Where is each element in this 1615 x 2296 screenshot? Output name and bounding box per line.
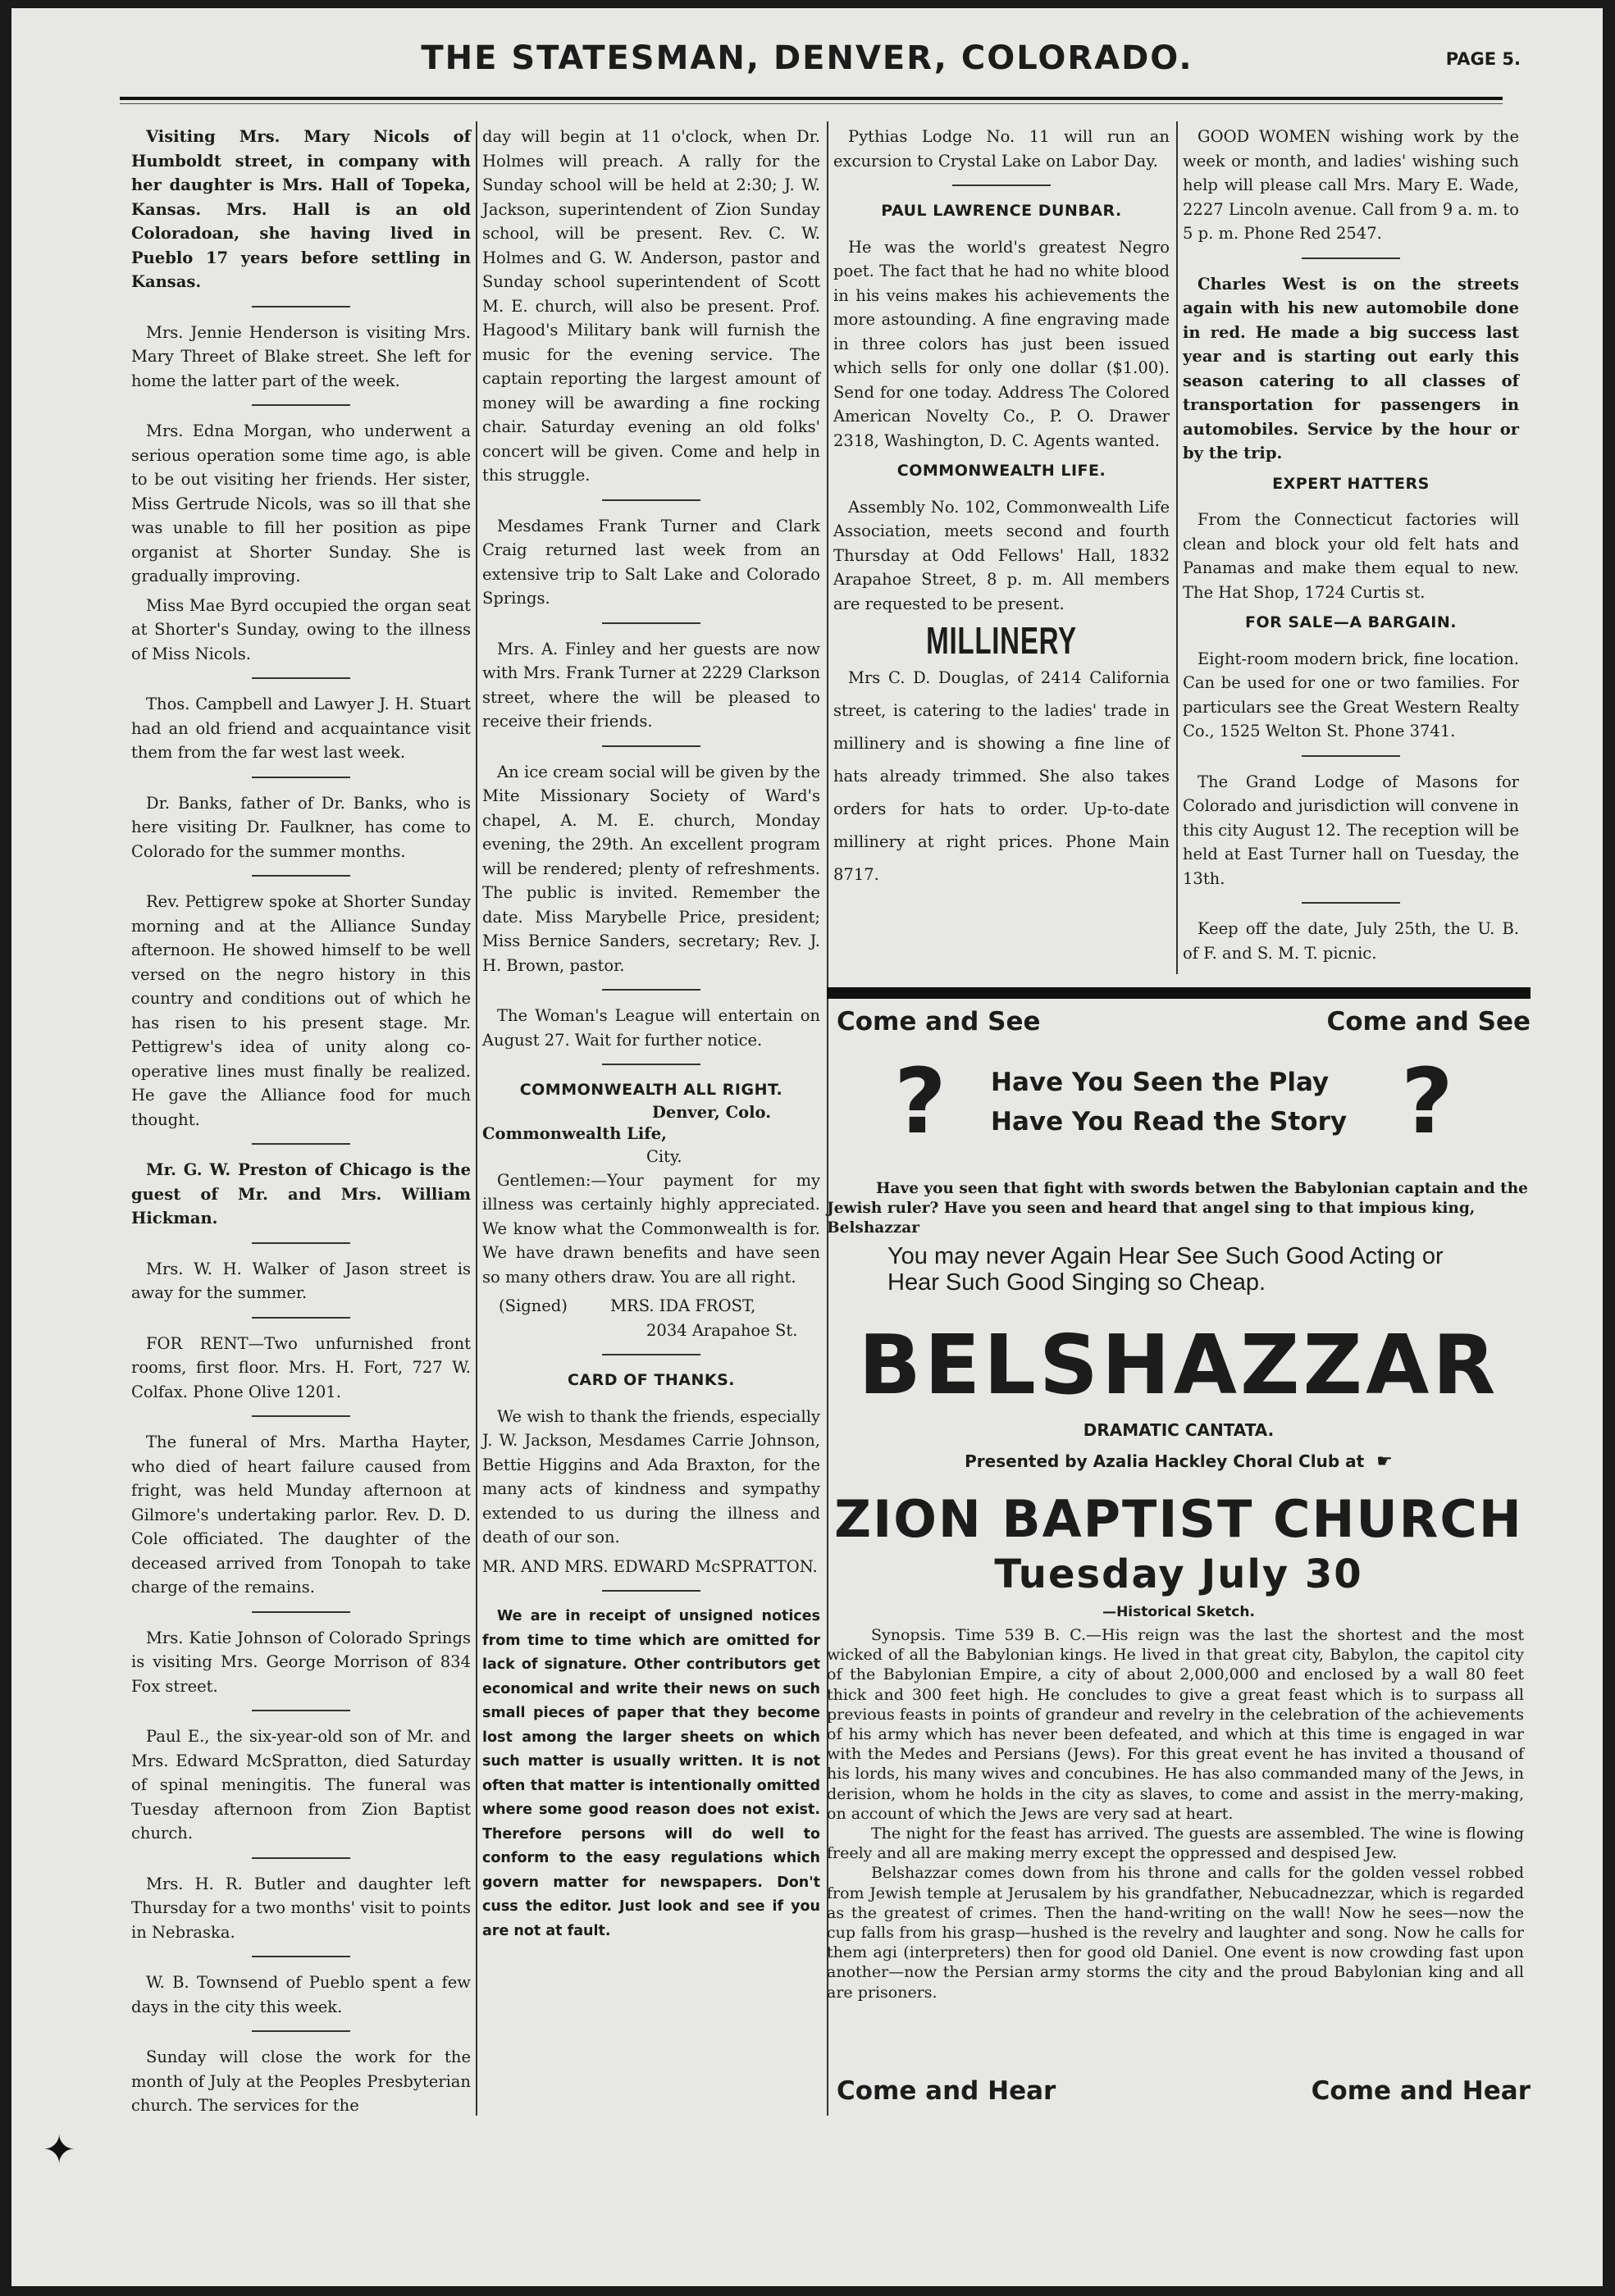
ad-subtitle: DRAMATIC CANTATA.	[1083, 1420, 1275, 1440]
news-item: Mrs. H. R. Butler and daughter left Thursday for a two months' visit to points in Nebraska.	[131, 1874, 471, 1942]
column-2	[482, 125, 820, 1948]
letter-address-city: City.	[646, 1146, 682, 1166]
ad-title: BELSHAZZAR	[858, 1317, 1499, 1413]
editor-notice: We are in receipt of unsigned notices from time to time which are omitted for lack of signature. Other contributors get economical and write their news on such small pieces of paper that they become lost among the larger sheets on which such matter is usually written. It is not often that matter is intentionally omitted where some good reason does not exist. Therefore persons will do well to conform to the easy regulations which govern matter for newspapers. Don't cuss the editor. Just look and see if you are not at fault.	[482, 1608, 820, 1939]
section-heading: FOR SALE—A BARGAIN.	[1245, 613, 1457, 631]
item-separator	[602, 1064, 700, 1065]
ad-presented-by	[827, 1451, 1531, 1472]
news-item: Assembly No. 102, Commonwealth Life Association, meets second and fourth Thursday at Odd Fellows' Hall, 1832 Arapahoe Street, 8 p. m. All members are requested to be present.	[833, 497, 1170, 613]
masthead	[11, 39, 1603, 87]
page-number: PAGE 5.	[1445, 49, 1521, 69]
masthead-rule-thin	[120, 103, 1503, 104]
news-item: Mrs. W. H. Walker of Jason street is away for the summer.	[131, 1259, 471, 1302]
letter-body: Gentlemen:—Your payment for my illness was certainly highly appreciated. We know what the Commonwealth is for. We have drawn benefits and have seen so many others draw. You are all right.	[482, 1170, 820, 1287]
item-separator	[1302, 755, 1400, 757]
item-separator	[252, 677, 350, 679]
item-separator	[252, 875, 350, 877]
letter-place: Denver, Colo.	[651, 1102, 771, 1122]
column-4	[1183, 125, 1519, 970]
newspaper-title: THE STATESMAN, DENVER, COLORADO.	[421, 39, 1193, 77]
item-separator	[252, 404, 350, 406]
letter-address: Commonwealth Life,	[482, 1123, 667, 1143]
item-separator	[252, 1710, 350, 1711]
news-item: Mrs C. D. Douglas, of 2414 California street, is catering to the ladies' trade in millinery and is showing a fine line of hats already trimmed. She also takes orders for hats to order. Up-to-date millinery at right prices. Phone Main 8717.	[833, 667, 1170, 884]
news-item: Mrs. Katie Johnson of Colorado Springs is visiting Mrs. George Morrison of 834 Fox street.	[131, 1628, 471, 1696]
news-item: Pythias Lodge No. 11 will run an excursion to Crystal Lake on Labor Day.	[833, 127, 1170, 171]
item-separator	[602, 745, 700, 747]
news-item: Mrs. Jennie Henderson is visiting Mrs. Mary Threet of Blake street. She left for home the latter part of the week.	[131, 322, 471, 390]
news-item: Miss Mae Byrd occupied the organ seat at Shorter's Sunday, owing to the illness of Miss Nicols.	[131, 595, 471, 663]
come-and-hear-left: Come and Hear	[837, 2076, 1056, 2106]
signer-address: 2034 Arapahoe St.	[646, 1320, 798, 1340]
news-item: Mrs. Edna Morgan, who underwent a serious operation some time ago, is able to be out visiting her friends. Her sister, Miss Gertrude Nicols, was so ill that she was unable to fill her position as pipe organist at Shorter Sunday. She is gradually improving.	[131, 421, 471, 585]
news-item: From the Connecticut factories will clean and block your old felt hats and Panamas and make them equal to new. The Hat Shop, 1724 Curtis st.	[1183, 510, 1519, 602]
news-item: GOOD WOMEN wishing work by the week or month, and ladies' wishing such help will please call Mrs. Mary E. Wade, 2227 Lincoln avenue. Call from 9 a. m. to 5 p. m. Phone Red 2547.	[1183, 127, 1519, 243]
news-item: Thos. Campbell and Lawyer J. H. Stuart had an old friend and acquaintance visit them from the far west last week.	[131, 695, 471, 762]
news-item: Sunday will close the work for the month of July at the Peoples Presbyterian church. The services for the	[131, 2048, 471, 2115]
news-item: Visiting Mrs. Mary Nicols of Humboldt street, in company with her daughter is Mrs. Hall of Topeka, Kansas. Mrs. Hall is an old Coloradoan, she having lived in Pueblo 17 years before settling in Kansas.	[131, 127, 471, 291]
news-item: The Grand Lodge of Masons for Colorado and jurisdiction will convene in this city August 12. The reception will be held at East Turner hall on Tuesday, the 13th.	[1183, 772, 1519, 888]
question-mark-icon: ?	[1401, 1049, 1453, 1154]
item-separator	[252, 1143, 350, 1145]
ad-synopsis	[827, 1625, 1524, 2002]
millinery-heading: MILLINERY	[926, 619, 1077, 662]
news-item: Mrs. A. Finley and her guests are now with Mrs. Frank Turner at 2229 Clarkson street, where the will be pleased to receive their friends.	[482, 639, 820, 731]
news-item: An ice cream social will be given by the Mite Missionary Society of Ward's chapel, A. M. E. church, Monday evening, the 29th. An excellent program will be rendered; plenty of refreshments. The public is invited. Remember the date. Miss Marybelle Price, president; Miss Bernice Sanders, secretary; Rev. J. H. Brown, pastor.	[482, 762, 820, 975]
news-item: Mr. G. W. Preston of Chicago is the guest of Mr. and Mrs. William Hickman.	[131, 1160, 471, 1228]
signer-name: MRS. IDA FROST,	[610, 1296, 756, 1315]
ad-question-1: Have You Seen the Play	[991, 1068, 1330, 1097]
item-separator	[252, 1611, 350, 1613]
section-heading: PAUL LAWRENCE DUNBAR.	[881, 202, 1122, 220]
ad-church: ZION BAPTIST CHURCH	[834, 1489, 1523, 1549]
belshazzar-advertisement	[827, 987, 1531, 2160]
presented-by-text: Presented by Azalia Hackley Choral Club at	[965, 1451, 1365, 1471]
item-separator	[602, 989, 700, 991]
column-3	[833, 125, 1170, 896]
news-item: Dr. Banks, father of Dr. Banks, who is here visiting Dr. Faulkner, has come to Colorado for the summer months.	[131, 793, 471, 861]
news-item: The Woman's League will entertain on August 27. Wait for further notice.	[482, 1006, 820, 1050]
section-heading: COMMONWEALTH LIFE.	[896, 462, 1106, 480]
news-item: day will begin at 11 o'clock, when Dr. Holmes will preach. A rally for the Sunday school will be held at 2:30; J. W. Jackson, superintendent of Zion Sunday school, will be present. Rev. C. W. Holmes and G. W. Anderson, pastor and Sunday school superintendent of Scott M. E. church, will also be present. Prof. Hagood's Military bank will furnish the music for the evening service. The captain reporting the largest amount of money will be awarding a fine rocking chair. Saturday evening an old folks' concert will be given. Come and help in this struggle.	[482, 127, 820, 485]
news-item: Charles West is on the streets again with his new automobile done in red. He made a big success last year and is starting out early this season catering to all classes of transportation for passengers in automobiles. Service by the hour or by the trip.	[1183, 274, 1519, 462]
come-and-hear-right: Come and Hear	[1311, 2076, 1531, 2106]
news-item: W. B. Townsend of Pueblo spent a few days in the city this week.	[131, 1973, 471, 2016]
item-separator	[252, 2030, 350, 2032]
news-item: Eight-room modern brick, fine location. Can be used for one or two families. For particulars see the Great Western Realty Co., 1525 Welton St. Phone 3741.	[1183, 649, 1519, 740]
come-and-see-left: Come and See	[837, 1007, 1041, 1036]
item-separator	[252, 1857, 350, 1859]
news-item: MR. AND MRS. EDWARD McSPRATTON.	[482, 1556, 818, 1576]
column-divider-3	[1176, 121, 1178, 974]
item-separator	[602, 1354, 700, 1355]
star-mark-icon: ✦	[43, 2127, 76, 2173]
newspaper-page	[11, 8, 1603, 2286]
item-separator	[602, 499, 700, 501]
signed-label: (Signed)	[499, 1296, 568, 1315]
section-heading: CARD OF THANKS.	[567, 1371, 735, 1389]
letter-signature	[482, 1294, 820, 1319]
column-1	[131, 125, 471, 2123]
ad-tagline: You may never Again Hear See Such Good Acting or Hear Such Good Singing so Cheap.	[887, 1243, 1444, 1296]
news-item: Rev. Pettigrew spoke at Shorter Sunday morning and at the Alliance Sunday afternoon. He showed himself to be well versed on the negro history in this country and conditions out of which he has risen to his present stage. Mr. Pettigrew's idea of unity along co-operative lines must finally be realized. He gave the Alliance food for much thought.	[131, 892, 471, 1129]
item-separator	[252, 1415, 350, 1417]
section-heading: COMMONWEALTH ALL RIGHT.	[519, 1081, 783, 1099]
ad-question-2: Have You Read the Story	[991, 1107, 1348, 1137]
masthead-rule	[120, 97, 1503, 100]
news-item: Mesdames Frank Turner and Clark Craig returned last week from an extensive trip to Salt Lake and Colorado Springs.	[482, 516, 820, 608]
column-divider-1	[476, 121, 477, 2116]
ad-date: Tuesday July 30	[994, 1551, 1363, 1597]
ad-intro: Have you seen that fight with swords betwen the Babylonian captain and the Jewish ruler? Have you seen and heard that angel sing to that impious king, Belshazzar	[827, 1180, 1528, 1237]
item-separator	[252, 777, 350, 778]
item-separator	[952, 184, 1051, 186]
item-separator	[1302, 257, 1400, 259]
item-separator	[252, 1956, 350, 1957]
news-item: Keep off the date, July 25th, the U. B. of F. and S. M. T. picnic.	[1183, 919, 1519, 963]
question-mark-icon: ?	[894, 1049, 947, 1154]
synopsis-paragraph: Synopsis. Time 539 B. C.—His reign was the last the shortest and the most wicked of all the Babylonian kings. He lived in that great city, Babylon, the capitol city of the Babylonian Empire, a city of about 2,000,000 and enclosed by a wall 80 feet thick and 300 feet high. He concludes to give a great feast which is to surpass all previous feasts in points of grandeur and revelry in the celebration of the achievements of his army which has never been defeated, and which at this time is engaged in war with the Medes and Persians (Jews). For this great event he has invited a thousand of his lords, his many wives and concubines. He has also commanded many of the Jews, in derision, whom he holds in the city as slaves, to come and assist in the merry-making, on account of which the Jews are very sad at heart.	[827, 1626, 1524, 1823]
item-separator	[602, 622, 700, 624]
pointing-hand-icon: ☛	[1376, 1451, 1393, 1472]
item-separator	[1302, 902, 1400, 904]
come-and-see-right: Come and See	[1326, 1007, 1531, 1036]
ad-top-rule	[827, 987, 1531, 999]
section-heading: EXPERT HATTERS	[1272, 474, 1430, 493]
ad-sketch-label: —Historical Sketch.	[1102, 1604, 1255, 1620]
item-separator	[252, 1242, 350, 1244]
news-item: FOR RENT—Two unfurnished front rooms, first floor. Mrs. H. Fort, 727 W. Colfax. Phone Olive 1201.	[131, 1333, 471, 1401]
item-separator	[602, 1590, 700, 1592]
news-item: Paul E., the six-year-old son of Mr. and Mrs. Edward McSpratton, died Saturday of spinal meningitis. The funeral was Tuesday afternoon from Zion Baptist church.	[131, 1727, 471, 1843]
news-item: He was the world's greatest Negro poet. The fact that he had no white blood in his veins makes his achievements the more astounding. A fine engraving made in three colors has just been issued which sells for only one dollar ($1.00). Send for one today. Address The Colored American Novelty Co., P. O. Drawer 2318, Washington, D. C. Agents wanted.	[833, 237, 1170, 450]
news-item: The funeral of Mrs. Martha Hayter, who died of heart failure caused from fright, was held Munday afternoon at Gilmore's undertaking parlor. Rev. D. D. Cole officiated. The daughter of the deceased arrived from Tonopah to take charge of the remains.	[131, 1433, 471, 1597]
synopsis-paragraph: The night for the feast has arrived. The guests are assembled. The wine is flowing freely and all are making merry except the oppressed and despised Jew.	[827, 1824, 1524, 1863]
item-separator	[252, 306, 350, 308]
news-item: We wish to thank the friends, especially J. W. Jackson, Mesdames Carrie Johnson, Bettie Higgins and Ada Braxton, for the many acts of kindness and sympathy extended to us during the illness and death of our son.	[482, 1406, 820, 1547]
item-separator	[252, 1317, 350, 1319]
synopsis-paragraph: Belshazzar comes down from his throne and calls for the golden vessel robbed from Jewish temple at Jerusalem by his grandfather, Nebucadnezzar, which is regarded as the greatest of crimes. Then the hand-writing on the wall! Now he sees—now the cup falls from his grasp—hushed is the revelry and laughter and song. Now he calls for them agi (interpreters) then for good old Daniel. One event is now crowding fast upon another—now the Persian army storms the city and the proud Babylonian king and all are prisoners.	[827, 1864, 1524, 2002]
